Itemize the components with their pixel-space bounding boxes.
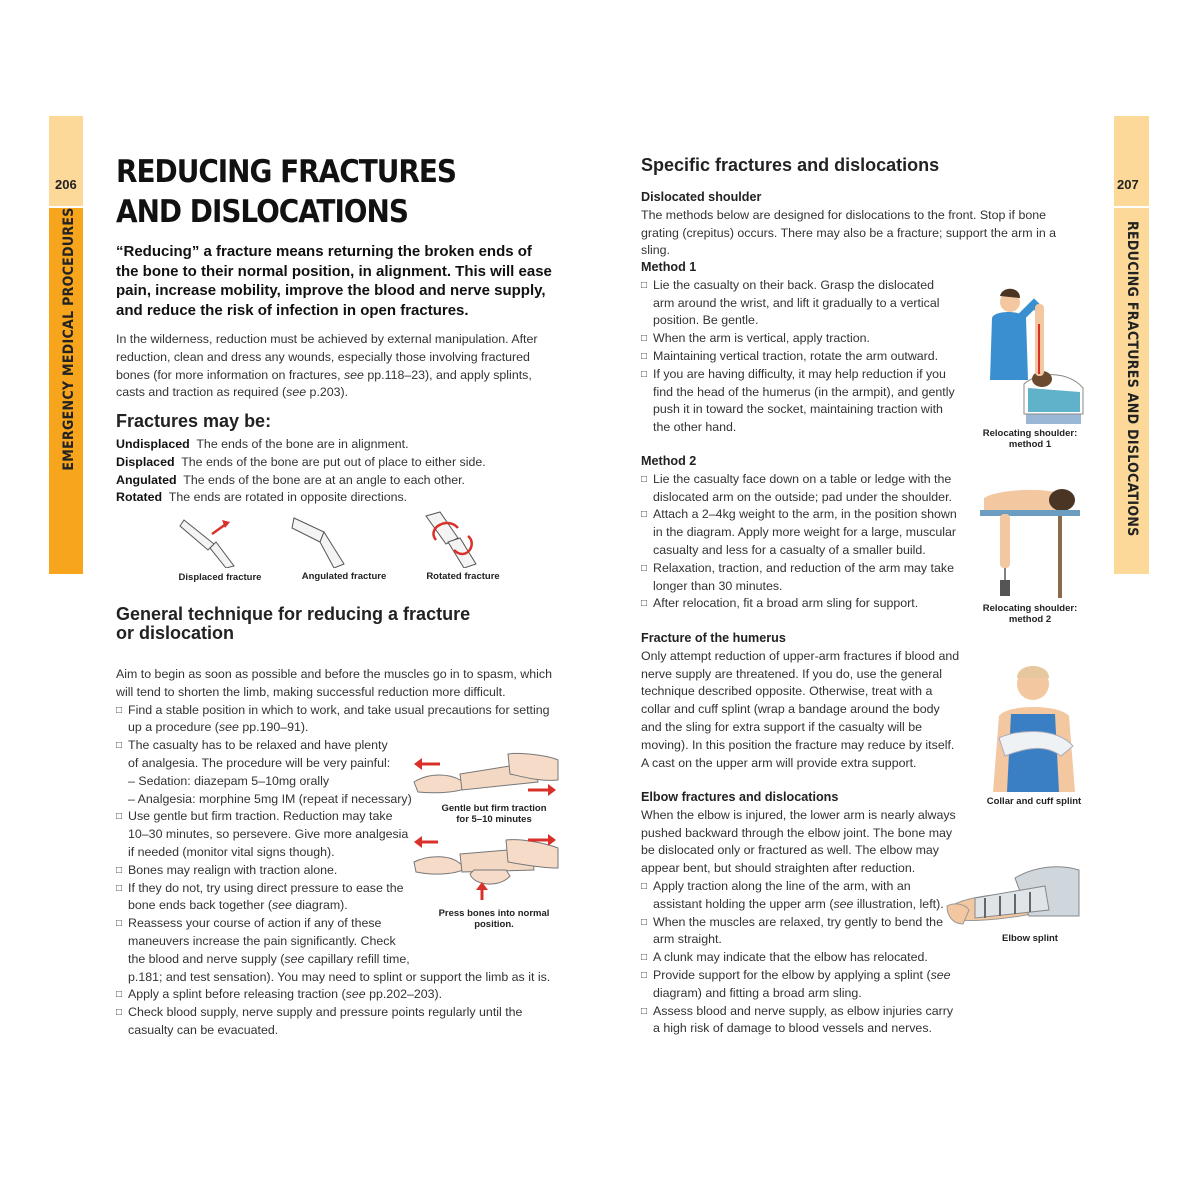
step-text: bone ends back together (	[128, 898, 272, 913]
see-ref: see	[343, 367, 364, 382]
page-title-line1: REDUCING FRACTURES	[116, 154, 456, 190]
fracture-type-item	[116, 454, 566, 472]
general-intro: Aim to begin as soon as possible and before the muscles go in to spasm, which will tend to shorten the limb, making successful reduction more difficult.	[116, 667, 552, 699]
press-bones-illustration	[410, 832, 560, 904]
step-text: capillary refill time,	[304, 951, 410, 966]
collar-cuff-caption: Collar and cuff splint	[986, 796, 1082, 807]
elbow-item-text: Provide support for the elbow by applying a splint (	[653, 967, 931, 982]
method1-item: □ Maintaining vertical traction, rotate the arm outward.	[641, 348, 956, 366]
right-side-label: REDUCING FRACTURES AND DISLOCATIONS	[1124, 221, 1140, 537]
step-text: Use gentle but firm traction. Reduction may take	[128, 809, 393, 824]
specific-heading: Specific fractures and dislocations	[641, 155, 940, 175]
fracture-type-item	[116, 436, 566, 454]
see-ref: see	[284, 951, 305, 966]
method2-section	[641, 453, 959, 613]
see-ref: see	[930, 967, 951, 982]
page-title	[116, 152, 456, 232]
step-text: – Sedation: diazepam 5–10mg orally	[128, 773, 330, 788]
method1-heading: Method 1	[641, 260, 697, 274]
general-heading-line2: or dislocation	[116, 623, 235, 643]
step-text: Check blood supply, nerve supply and pressure points regularly until the	[128, 1005, 523, 1020]
para-text: p.203).	[306, 385, 349, 400]
step-text: p.181; and test sensation). You may need to splint or support the limb as it is.	[128, 969, 551, 984]
fracture-desc: The ends of the bone are in alignment.	[196, 437, 409, 451]
page-title-line2: AND DISLOCATIONS	[116, 194, 408, 230]
general-heading-line1: General technique for reducing a fracture	[116, 604, 471, 624]
step-item	[116, 702, 556, 738]
fracture-term: Displaced	[116, 454, 175, 469]
para-text: pp.118–23), and apply splints, casts and traction as required (	[116, 367, 532, 400]
fracture-type-item	[116, 472, 566, 490]
step-text: casualty can be evacuated.	[128, 1022, 279, 1037]
step-text: the blood and nerve supply (	[128, 951, 285, 966]
elbow-item	[641, 878, 959, 914]
method1-caption-line2: method 1	[1008, 439, 1052, 450]
displaced-fracture-illustration	[176, 510, 246, 568]
humerus-text: Only attempt reduction of upper-arm fractures if blood and nerve supply are threatened. If you do, use the general technique described opposite. Otherwise, treat with a collar and cuff splint (wrap a bandage around the body and the sling for extra support if the casualty will be moving). In this position the fracture may reduce by itself. A cast on the upper arm will provide extra support.	[641, 648, 960, 770]
step-text: diagram).	[291, 898, 348, 913]
step-text: The casualty has to be relaxed and have plenty	[128, 738, 388, 753]
see-ref: see	[286, 385, 307, 400]
shoulder-heading: Dislocated shoulder	[641, 190, 762, 204]
step-text	[116, 951, 556, 969]
elbow-item: □ A clunk may indicate that the elbow has relocated.	[641, 949, 959, 967]
displaced-fracture-caption: Displaced fracture	[178, 572, 262, 583]
elbow-text: When the elbow is injured, the lower arm is nearly always pushed backward through the elbow joint. The bone may be dislocated only or fractured as well. The elbow may appear bent, but should straighten after reduction.	[641, 807, 956, 876]
elbow-item-text: illustration, left).	[853, 896, 944, 911]
press-caption-line1: Press bones into normal	[438, 908, 550, 919]
see-ref: see	[833, 896, 854, 911]
step-text: maneuvers increase the pain significantly. Check	[128, 933, 396, 948]
para-text: In the wilderness, reduction must be achieved by external manipulation. After reduction, clean and dress any wounds, especially those involving fractured bones (for more information on fractures,	[116, 332, 538, 382]
right-page-number-tab	[1114, 116, 1149, 206]
method2-item: □ Lie the casualty face down on a table or ledge with the dislocated arm on the outside; pad under the shoulder.	[641, 471, 959, 507]
elbow-item: □ Assess blood and nerve supply, as elbow injuries carry a high risk of damage to blood vessels and nerves.	[641, 1003, 959, 1039]
step-item	[116, 1004, 556, 1022]
method1-item: □ If you are having difficulty, it may help reduction if you find the head of the humerus (in the armpit), and gently push it in toward the socket, maintaining traction with the other hand.	[641, 366, 956, 437]
method1-section	[641, 259, 956, 437]
method2-heading: Method 2	[641, 454, 697, 468]
right-page-number: 207	[1117, 177, 1139, 192]
rotated-fracture-caption: Rotated fracture	[426, 571, 500, 582]
method2-caption	[975, 603, 1085, 625]
shoulder-text: The methods below are designed for dislocations to the front. Stop if bone grating (crepitus) occurs. There may also be a fracture; support the arm in a sling.	[641, 207, 1057, 258]
method2-item: □ After relocation, fit a broad arm sling for support.	[641, 595, 959, 613]
elbow-splint-illustration	[945, 858, 1085, 934]
step-text: Bones may realign with traction alone.	[128, 862, 338, 877]
left-page-number-tab	[49, 116, 83, 206]
fracture-desc: The ends of the bone are put out of place to either side.	[181, 454, 486, 469]
left-page-number: 206	[55, 177, 77, 192]
wilderness-paragraph	[116, 331, 561, 402]
fracture-term: Angulated	[116, 472, 177, 487]
intro-paragraph: “Reducing” a fracture means returning the broken ends of the bone to their normal position, in alignment. This will ease pain, increase mobility, improve the blood and nerve supply, and reduce the risk of infection in open fractures.	[116, 243, 552, 319]
step-text: of analgesia. The procedure will be very painful:	[128, 755, 391, 770]
elbow-section	[641, 789, 959, 1038]
angulated-fracture-illustration	[290, 510, 360, 568]
step-text: if needed (monitor vital signs though).	[128, 844, 335, 859]
method1-caption-line1: Relocating shoulder:	[982, 428, 1078, 439]
step-text: If they do not, try using direct pressure to ease the	[128, 880, 404, 895]
angulated-fracture-caption: Angulated fracture	[301, 571, 387, 582]
see-ref: see	[218, 720, 239, 735]
elbow-item: □ When the muscles are relaxed, try gently to bend the arm straight.	[641, 914, 959, 950]
step-text: Apply a splint before releasing traction (	[128, 987, 346, 1002]
method1-item: □ Lie the casualty on their back. Grasp the dislocated arm around the wrist, and lift it gradually to a vertical position. Be gentle.	[641, 277, 956, 330]
step-text: pp.202–203).	[365, 987, 443, 1002]
see-ref: see	[271, 898, 292, 913]
fracture-type-item	[116, 489, 566, 507]
method2-caption-line2: method 2	[1008, 614, 1052, 625]
step-text: Reassess your course of action if any of these	[128, 916, 382, 931]
fracture-term: Undisplaced	[116, 437, 190, 451]
traction-caption-line1: Gentle but firm traction	[441, 803, 547, 814]
shoulder-section	[641, 189, 1086, 260]
fracture-types-list	[116, 436, 566, 507]
step-item	[116, 986, 556, 1004]
method2-item: □ Relaxation, traction, and reduction of the arm may take longer than 30 minutes.	[641, 560, 959, 596]
fracture-term: Rotated	[116, 490, 163, 505]
press-caption	[424, 908, 564, 930]
fracture-desc: The ends of the bone are at an angle to each other.	[183, 472, 466, 487]
method1-item: □ When the arm is vertical, apply traction.	[641, 330, 956, 348]
step-text: Find a stable position in which to work, and take usual precautions for setting up a procedure (	[128, 702, 550, 735]
elbow-splint-caption: Elbow splint	[1002, 933, 1058, 944]
humerus-section	[641, 630, 963, 772]
see-ref: see	[345, 987, 366, 1002]
traction-caption-line2: for 5–10 minutes	[456, 814, 532, 825]
elbow-heading: Elbow fractures and dislocations	[641, 790, 839, 804]
elbow-item-text: Apply traction along the line of the arm, with an assistant holding the upper arm (	[653, 878, 911, 911]
fractures-heading: Fractures may be:	[116, 411, 272, 431]
elbow-item-text: diagram) and fitting a broad arm sling.	[653, 985, 862, 1000]
step-text: pp.190–91).	[238, 720, 309, 735]
fracture-desc: The ends are rotated in opposite directions.	[168, 490, 408, 505]
humerus-heading: Fracture of the humerus	[641, 631, 786, 645]
rotated-fracture-illustration	[418, 510, 488, 568]
shoulder-method2-illustration	[980, 480, 1084, 600]
method2-caption-line1: Relocating shoulder:	[982, 603, 1078, 614]
step-text: 10–30 minutes, so persevere. Give more analgesia	[128, 827, 409, 842]
method2-item: □ Attach a 2–4kg weight to the arm, in the position shown in the diagram. Apply more weight for a large, muscular casualty and less for a casualty of a smaller build.	[641, 506, 959, 559]
shoulder-method1-illustration	[980, 284, 1085, 426]
press-caption-line2: position.	[474, 919, 514, 930]
elbow-item	[641, 967, 959, 1003]
step-text: – Analgesia: morphine 5mg IM (repeat if necessary)	[128, 791, 412, 806]
left-side-label: EMERGENCY MEDICAL PROCEDURES	[61, 207, 77, 471]
method1-caption	[975, 428, 1085, 450]
traction-illustration	[410, 752, 560, 802]
collar-cuff-illustration	[985, 660, 1085, 792]
general-technique-heading	[116, 605, 470, 643]
traction-caption	[424, 803, 564, 825]
